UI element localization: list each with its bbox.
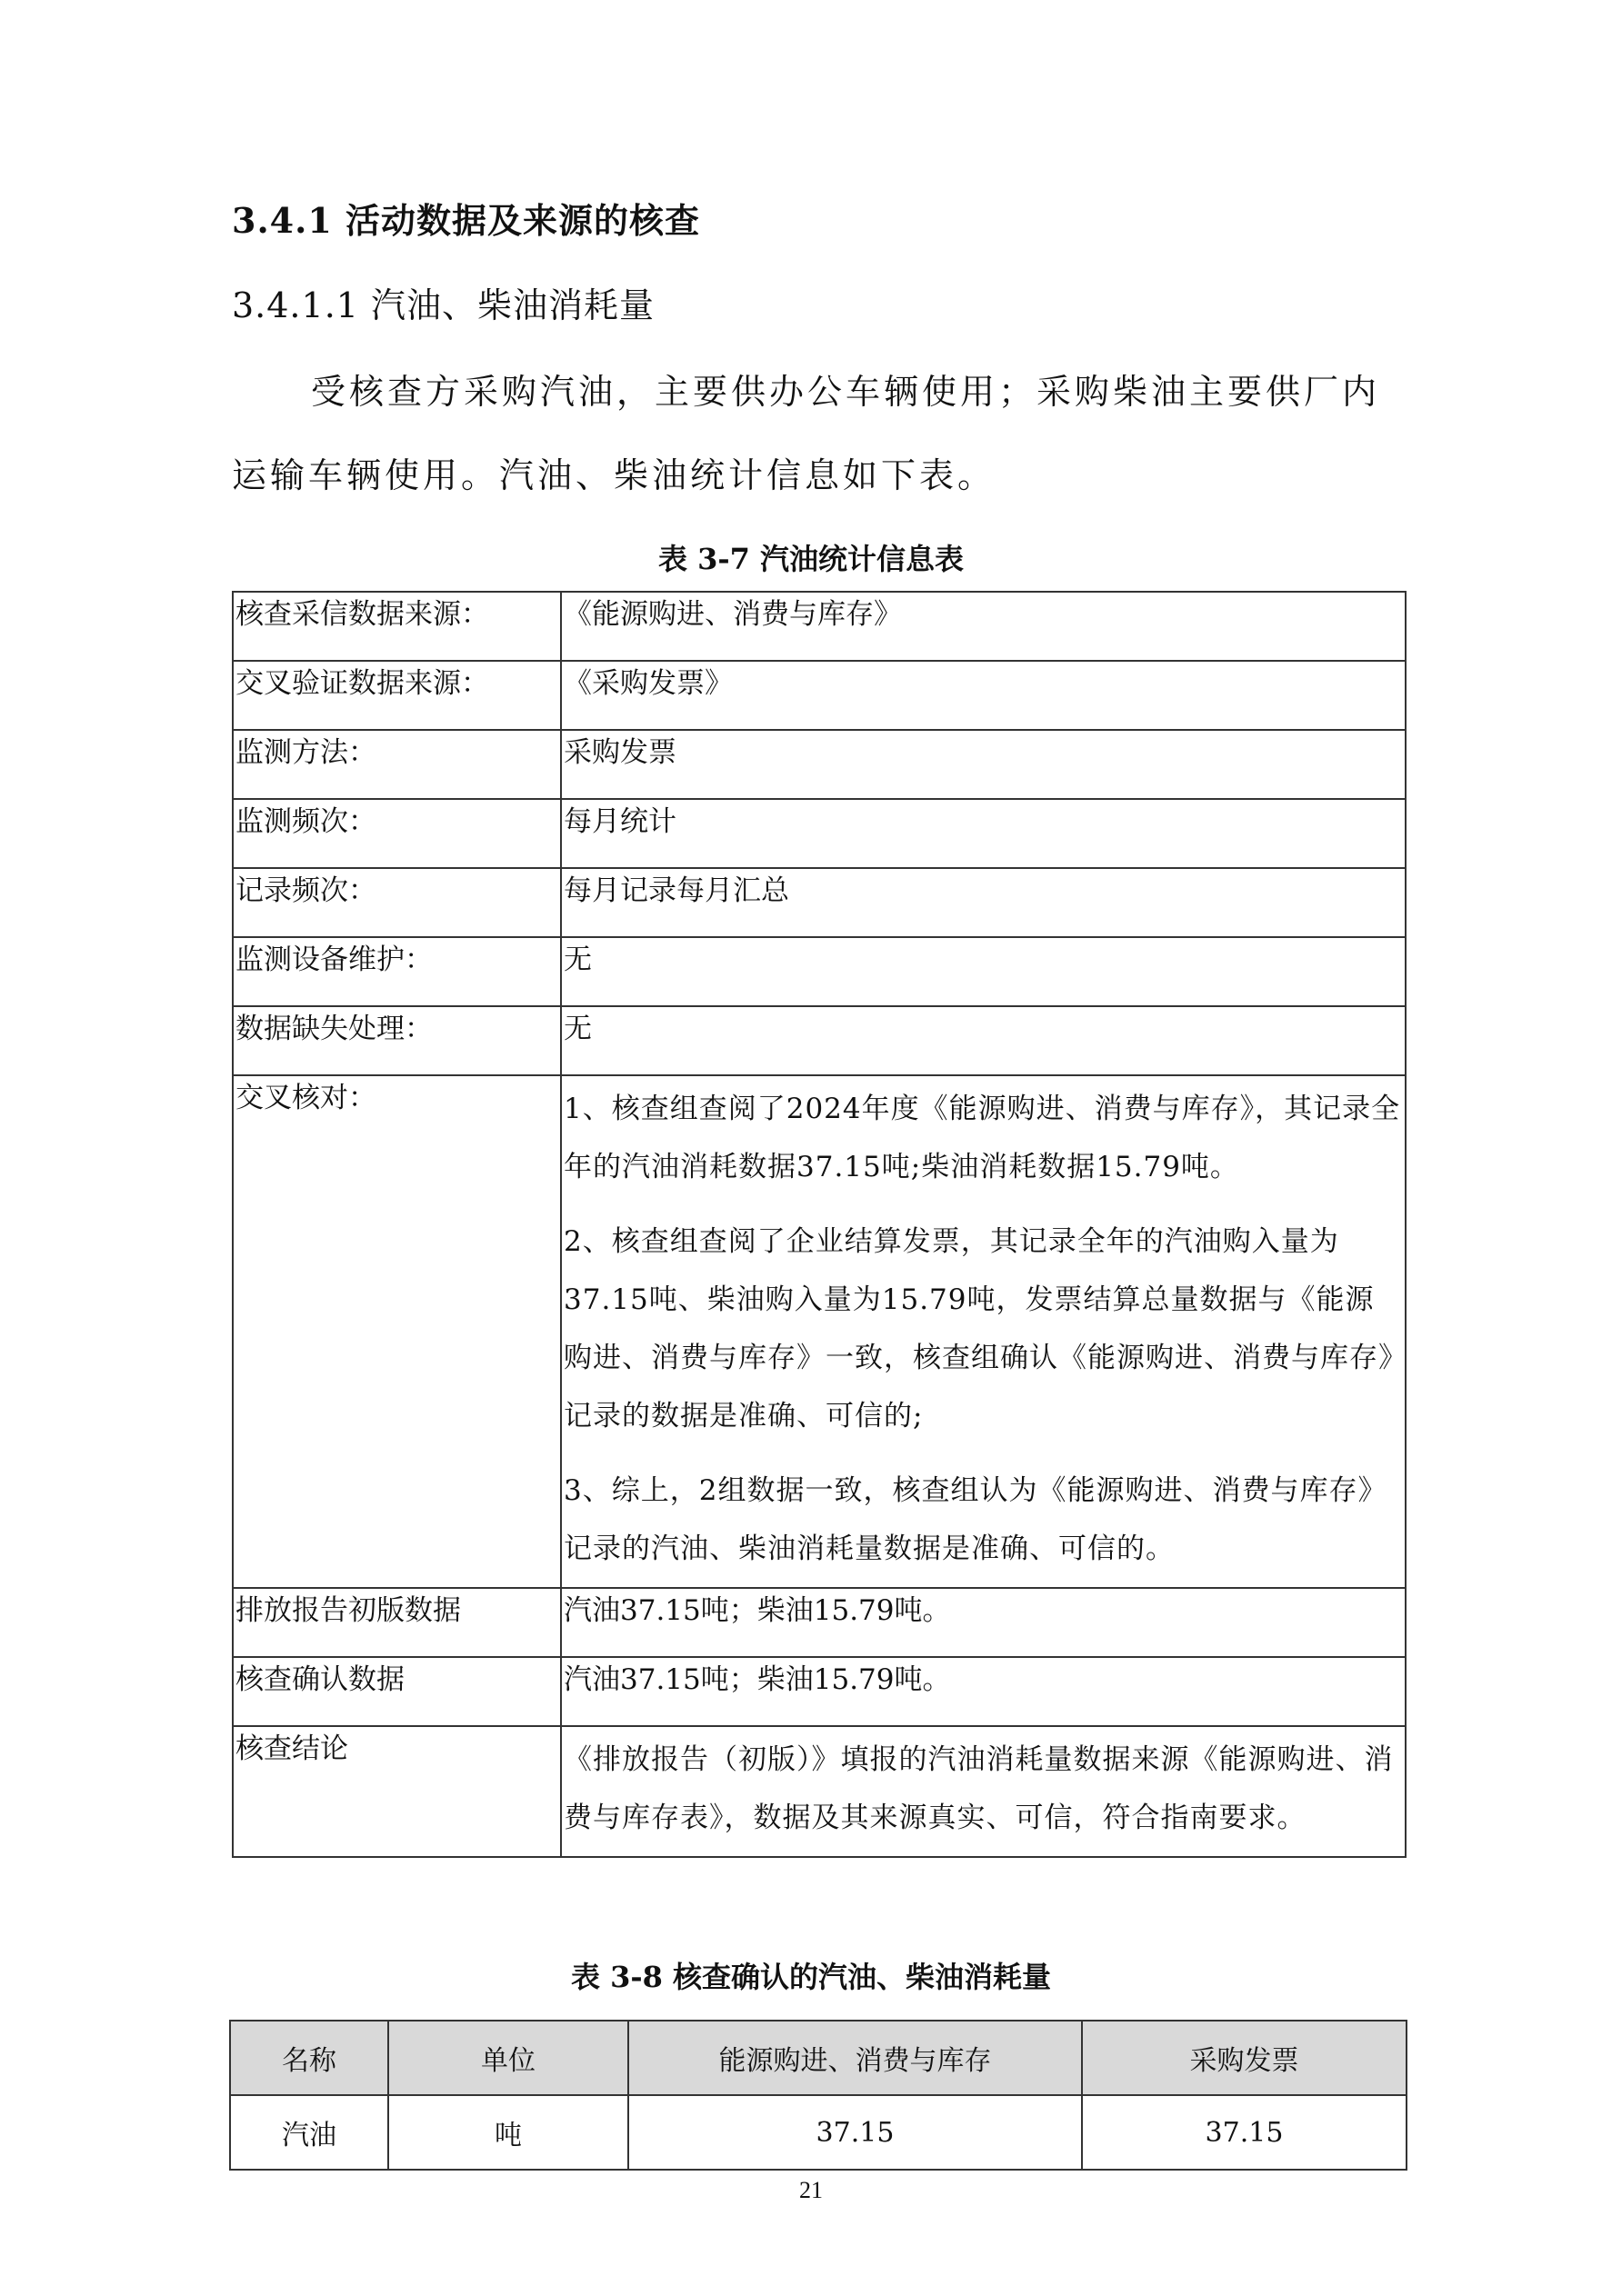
row-key: 核查结论 <box>233 1726 561 1857</box>
table-row <box>233 937 1406 1006</box>
row-value: 汽油37.15吨；柴油15.79吨。 <box>561 1657 1406 1726</box>
row-value: 《能源购进、消费与库存》 <box>561 592 1406 661</box>
table1-caption: 表 3-7 汽油统计信息表 <box>657 542 965 576</box>
consumption-table <box>229 2020 1407 2171</box>
row-value: 无 <box>561 937 1406 1006</box>
table-header-row <box>230 2021 1407 2095</box>
row-value: 每月记录每月汇总 <box>561 868 1406 937</box>
row-key: 交叉验证数据来源： <box>233 661 561 730</box>
table-row <box>233 799 1406 868</box>
row-value: 每月统计 <box>561 799 1406 868</box>
table-cell: 吨 <box>388 2095 628 2170</box>
row-value: 《排放报告（初版）》填报的汽油消耗量数据来源《能源购进、消费与库存表》，数据及其来源真实、可信，符合指南要求。 <box>561 1726 1406 1857</box>
gasoline-stats-table <box>232 591 1407 1858</box>
row-key: 记录频次： <box>233 868 561 937</box>
table-row <box>233 1726 1406 1857</box>
cross-check-item: 1、核查组查阅了2024年度《能源购进、消费与库存》，其记录全年的汽油消耗数据37.15吨;柴油消耗数据15.79吨。 <box>564 1093 1401 1183</box>
table-row-cross-check <box>233 1075 1406 1588</box>
subsection-heading: 3.4.1.1 汽油、柴油消耗量 <box>232 285 656 325</box>
row-key: 监测设备维护： <box>233 937 561 1006</box>
table-cell: 37.15 <box>1082 2095 1407 2170</box>
cross-check-item: 2、核查组查阅了企业结算发票，其记录全年的汽油购入量为37.15吨、柴油购入量为15.79吨，发票结算总量数据与《能源购进、消费与库存》一致，核查组确认《能源购进、消费与库存》记录的数据是准确、可信的; <box>564 1225 1394 1433</box>
table-row <box>233 868 1406 937</box>
row-key: 监测方法： <box>233 730 561 799</box>
cross-check-item: 3、综上，2组数据一致，核查组认为《能源购进、消费与库存》记录的汽油、柴油消耗量数据是准确、可信的。 <box>564 1474 1387 1565</box>
table-cell: 汽油 <box>230 2095 388 2170</box>
table-row <box>233 1588 1406 1657</box>
row-key: 排放报告初版数据 <box>233 1588 561 1657</box>
row-value: 汽油37.15吨；柴油15.79吨。 <box>561 1588 1406 1657</box>
row-value: 《采购发票》 <box>561 661 1406 730</box>
table-row <box>233 1657 1406 1726</box>
row-key: 交叉核对： <box>233 1075 561 1588</box>
intro-paragraph: 受核查方采购汽油，主要供办公车辆使用；采购柴油主要供厂内运输车辆使用。汽油、柴油统计信息如下表。 <box>232 372 1381 495</box>
table-cell: 37.15 <box>628 2095 1082 2170</box>
cross-check-content <box>561 1075 1406 1588</box>
row-key: 监测频次： <box>233 799 561 868</box>
row-value: 无 <box>561 1006 1406 1075</box>
column-header: 能源购进、消费与库存 <box>628 2021 1082 2095</box>
table-row <box>233 730 1406 799</box>
table-row <box>230 2095 1407 2170</box>
column-header: 名称 <box>230 2021 388 2095</box>
table-row <box>233 592 1406 661</box>
table-row <box>233 661 1406 730</box>
column-header: 采购发票 <box>1082 2021 1407 2095</box>
column-header: 单位 <box>388 2021 628 2095</box>
row-key: 核查采信数据来源： <box>233 592 561 661</box>
table2-caption: 表 3-8 核查确认的汽油、柴油消耗量 <box>570 1960 1052 1994</box>
row-key: 核查确认数据 <box>233 1657 561 1726</box>
page-number: 21 <box>799 2177 823 2203</box>
table-row <box>233 1006 1406 1075</box>
row-value: 采购发票 <box>561 730 1406 799</box>
section-heading: 3.4.1 活动数据及来源的核查 <box>232 200 701 241</box>
row-key: 数据缺失处理： <box>233 1006 561 1075</box>
